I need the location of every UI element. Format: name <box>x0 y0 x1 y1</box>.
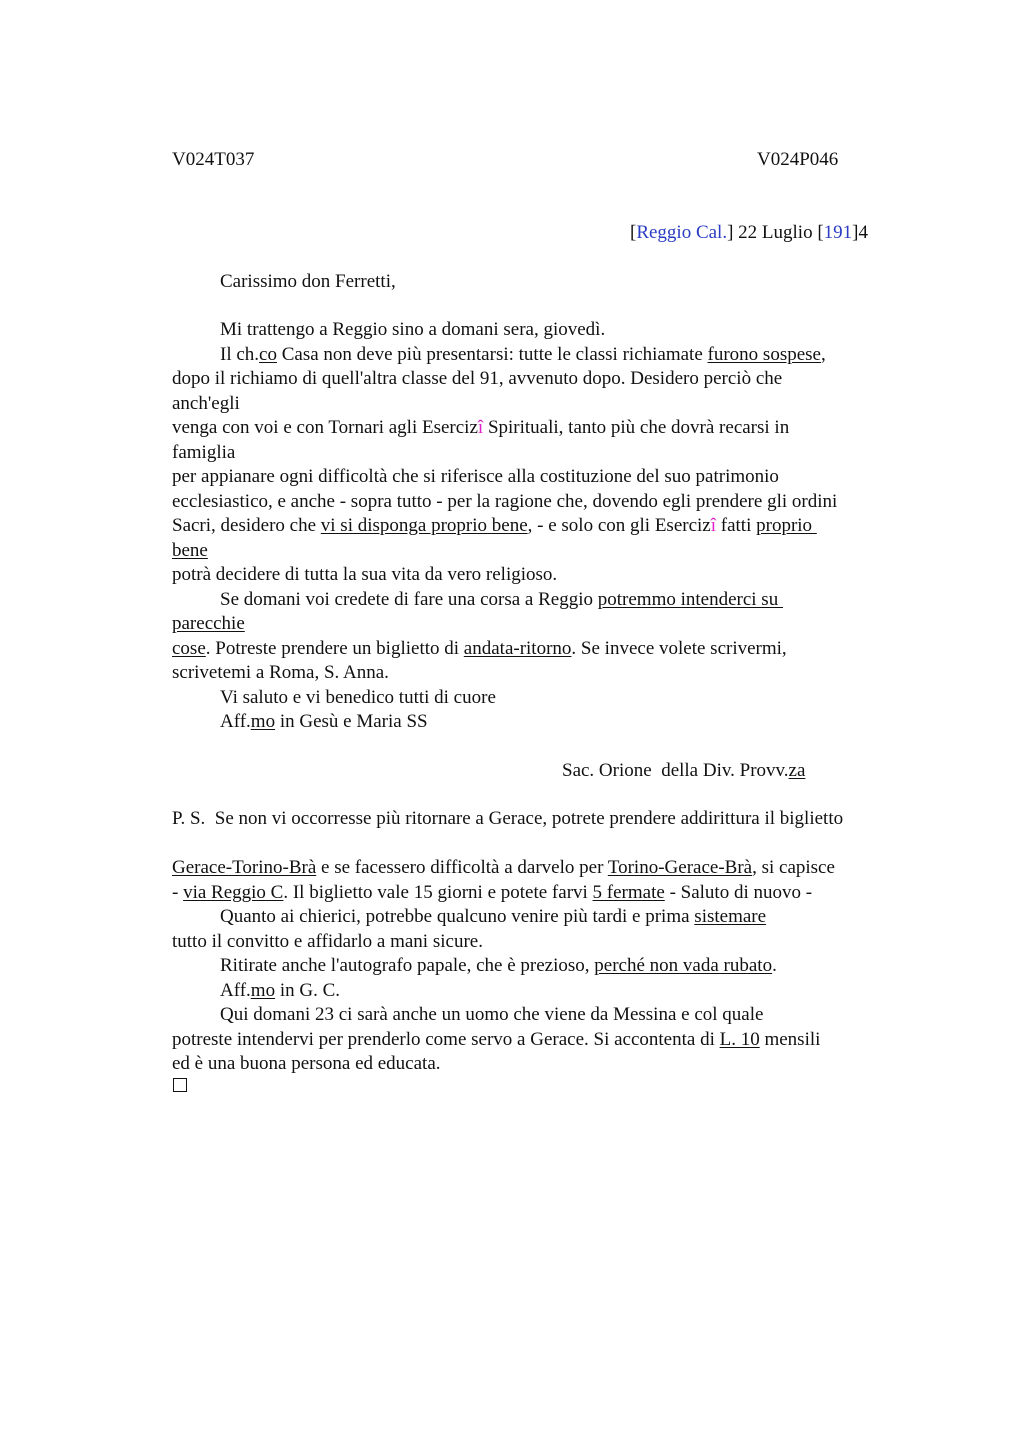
postscript-closing: Aff.mo in G. C. <box>220 980 341 1001</box>
body-line: venga con voi e con Tornari agli Esercizî Spirituali, tanto più che dovrà recarsi in <box>172 417 790 438</box>
body-line: per appianare ogni difficoltà che si riferisce alla costituzione del suo patrimonio <box>172 466 779 487</box>
body-line: Vi saluto e vi benedico tutti di cuore <box>220 687 496 708</box>
postscript-line: Gerace-Torino-Brà e se facessero difficoltà a darvelo per Torino-Gerace-Brà, si capisce <box>172 857 835 878</box>
body-line: cose. Potreste prendere un biglietto di andata-ritorno. Se invece volete scrivermi, <box>172 638 787 659</box>
body-line: parecchie <box>172 613 245 634</box>
body-line: famiglia <box>172 442 236 463</box>
body-line: potrà decidere di tutta la sua vita da vero religioso. <box>172 564 558 585</box>
dateline <box>630 221 868 245</box>
body-line: anch'egli <box>172 393 240 414</box>
header-right-code: V024P046 <box>757 149 839 170</box>
body-line: ecclesiastico, e anche - sopra tutto - per la ragione che, dovendo egli prendere gli ordini <box>172 491 838 512</box>
postscript-line: potreste intendervi per prenderlo come servo a Gerace. Si accontenta di L. 10 mensili <box>172 1029 821 1050</box>
salutation: Carissimo don Ferretti, <box>220 271 396 292</box>
date-end: ]4 <box>852 222 868 243</box>
end-mark-square <box>173 1078 187 1092</box>
body-line: Il ch.co Casa non deve più presentarsi: tutte le classi richiamate furono sospese, <box>220 344 826 365</box>
place-name: Reggio Cal. <box>636 222 728 243</box>
year-part: 191 <box>823 222 853 243</box>
body-line: Se domani voi credete di fare una corsa a Reggio potremmo intenderci su <box>220 589 783 610</box>
closing-line: Aff.mo in Gesù e Maria SS <box>220 711 428 732</box>
date-middle: ] 22 Luglio [ <box>727 222 824 243</box>
postscript-line: P. S. Se non vi occorresse più ritornare a Gerace, potrete prendere addirittura il biglietto <box>172 808 844 829</box>
bracket-open: [ <box>629 222 637 243</box>
postscript-line: tutto il convitto e affidarlo a mani sicure. <box>172 931 483 952</box>
postscript-line: ed è una buona persona ed educata. <box>172 1053 441 1074</box>
postscript-line: Qui domani 23 ci sarà anche un uomo che viene da Messina e col quale <box>220 1004 764 1025</box>
body-line: scrivetemi a Roma, S. Anna. <box>172 662 389 683</box>
body-line: bene <box>172 540 208 561</box>
signature: Sac. Orione della Div. Provv.za <box>562 760 806 781</box>
body-line: Sacri, desidero che vi si disponga proprio bene, - e solo con gli Esercizî fatti proprio <box>172 515 817 536</box>
postscript-line: - via Reggio C. Il biglietto vale 15 giorni e potete farvi 5 fermate - Saluto di nuovo - <box>172 882 813 903</box>
header-left-code: V024T037 <box>172 149 255 170</box>
body-line: Mi trattengo a Reggio sino a domani sera, giovedì. <box>220 319 606 340</box>
postscript-line: Quanto ai chierici, potrebbe qualcuno venire più tardi e prima sistemare <box>220 906 767 927</box>
body-line: dopo il richiamo di quell'altra classe del 91, avvenuto dopo. Desidero perciò che <box>172 368 783 389</box>
postscript-line: Ritirate anche l'autografo papale, che è prezioso, perché non vada rubato. <box>220 955 777 976</box>
